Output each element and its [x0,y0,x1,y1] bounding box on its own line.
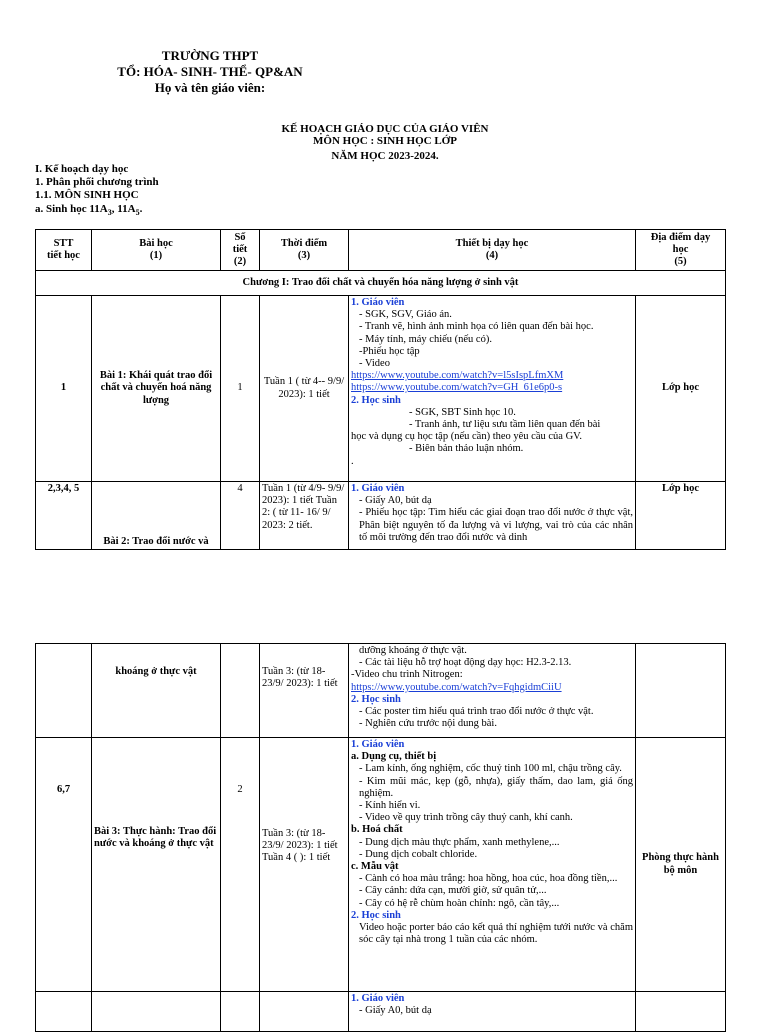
row-place: Lớp học [636,296,726,482]
row-stt [36,992,92,1032]
row-time: Tuần 1 (từ 4/9- 9/9/ 2023): 1 tiết Tuần 2: ( từ 11- 16/ 9/ 2023: 2 tiết. [260,482,349,550]
header-periods: Số tiết (2) [221,230,260,271]
header-equipment: Thiết bị dạy học (4) [349,230,636,271]
header-lesson: Bài học (1) [92,230,221,271]
table-row [36,992,726,1032]
row-place: Lớp học [636,482,726,550]
row-periods [221,644,260,738]
plan-table [35,229,726,550]
row-equipment: 1. Giáo viên - Giấy A0, bút dạ - Phiếu học tập: Tìm hiểu các giai đoạn trao đổi nước ở thực vật, Phân biệt nguyên tố đa lượng và vi lượng, vai trò của các nhân tố môi trường đến trao đổi nước và dinh [349,482,636,550]
section-classes: a. Sinh học $11A_3$, $11A_5$. [35,203,143,218]
row-stt: 6,7 [36,738,92,992]
table-row [36,644,726,738]
section-distribution: 1. Phân phối chương trình [35,176,159,188]
row-stt: 1 [36,296,92,482]
video-link[interactable]: https://www.youtube.com/watch?v=l5sIspLfmXM [351,370,564,382]
row-time: Tuần 1 ( từ 4-- 9/9/ 2023): 1 tiết [260,296,349,482]
row-equipment: 1. Giáo viên a. Dụng cụ, thiết bị - Lam kính, ống nghiệm, cốc thuỷ tinh 100 ml, chậu trồng cây. - Kim mũi mác, kẹp (gỗ, nhựa), giấy thấm, dao lam, giá ống nghiệm. - Kính hiển vi. - Video về quy trình trồng cây thuỷ canh, khí canh. b. Hoá chất - Dung dịch màu thực phẩm, xanh methylene,... - Dung dịch cobalt chloride. c. Mẫu vật - Cành có hoa màu trắng: hoa hồng, hoa cúc, hoa đồng tiền,... - Cây cảnh: dứa cạn, mười giờ, sử quân tử,... - Cây có hệ rễ chùm hoàn chỉnh: ngô, cần tây,... 2. Học sinh Video hoặc porter báo cáo kết quả thí nghiệm tưới nước và chăm sóc cây tại nhà trong 1 tuần của các nhóm. [349,738,636,992]
header-place: Địa điểm dạy học (5) [636,230,726,271]
chapter-title: Chương I: Trao đổi chất và chuyển hóa năng lượng ở sinh vật [36,271,726,296]
row-place: Phòng thực hành bộ môn [636,738,726,992]
video-link[interactable]: https://www.youtube.com/watch?v=FqhgidmCiiU [351,681,562,693]
row-lesson: Bài 3: Thực hành: Trao đổi nước và khoáng ở thực vật [92,738,221,992]
table-row [36,738,726,992]
row-stt: 2,3,4, 5 [36,482,92,550]
gv-title: 1. Giáo viên [351,297,405,308]
header-stt: STT tiết học [36,230,92,271]
gv-title: 1. Giáo viên [351,483,405,494]
row-periods: 2 [221,738,260,992]
row-equipment: 1. Giáo viên - SGK, SGV, Giáo án. - Tranh vẽ, hình ảnh minh họa có liên quan đến bài học. - Máy tính, máy chiếu (nếu có). -Phiếu học tập - Video https://www.youtube.com/watch?v=l5sIspLfmXM https://www.youtube.com/watch?v=GH_61e6p0-s 2. Học sinh - SGK, SBT Sinh học 10. - Tranh ảnh, tư liệu sưu tầm liên quan đến bài học và dụng cụ học tập (nếu cần) theo yêu cầu của GV. - Biên bản thảo luận nhóm. . [349,296,636,482]
row-lesson: Bài 1: Khái quát trao đổi chất và chuyển hoá năng lượng [92,296,221,482]
row-equipment: dưỡng khoáng ở thực vật. - Các tài liệu hỗ trợ hoạt động dạy học: H2.3-2.13. -Video chu trình Nitrogen: https://www.youtube.com/watch?v=FqhgidmCiiU 2. Học sinh - Các poster tìm hiểu quá trình trao đổi nước ở thực vật. - Nghiên cứu trước nội dung bài. [349,644,636,738]
hs-title: 2. Học sinh [351,693,401,705]
doc-subject: MÔN HỌC : SINH HỌC LỚP [313,135,457,147]
row-periods [221,992,260,1032]
row-place [636,644,726,738]
section-plan: I. Kế hoạch dạy học [35,163,129,175]
school-name: TRƯỜNG THPT [161,48,259,63]
table-row [36,296,726,482]
header-time: Thời điểm (3) [260,230,349,271]
row-lesson: Bài 2: Trao đổi nước và [92,482,221,550]
row-lesson [92,992,221,1032]
row-stt [36,644,92,738]
doc-title: KẾ HOẠCH GIÁO DỤC CỦA GIÁO VIÊN [281,123,489,135]
row-periods: 1 [221,296,260,482]
row-lesson: khoáng ở thực vật [92,644,221,738]
doc-year: NĂM HỌC 2023-2024. [331,150,439,162]
row-time: Tuần 3: (từ 18- 23/9/ 2023): 1 tiết [260,644,349,738]
hs-title: 2. Học sinh [351,394,401,406]
row-time: Tuần 3: (từ 18- 23/9/ 2023): 1 tiết Tuần 4 ( ): 1 tiết [260,738,349,992]
table-header-row [36,230,726,271]
chapter-row [36,271,726,296]
row-place [636,992,726,1032]
table-row [36,482,726,550]
row-equipment: 1. Giáo viên - Giấy A0, bút dạ [349,992,636,1032]
hs-title: 2. Học sinh [351,909,401,921]
teacher-label: Họ và tên giáo viên: [154,80,266,95]
row-time [260,992,349,1032]
group-name: TỔ: HÓA- SINH- THỂ- QP&AN [117,64,303,79]
gv-title: 1. Giáo viên [351,739,405,750]
row-periods: 4 [221,482,260,550]
video-link[interactable]: https://www.youtube.com/watch?v=GH_61e6p0-s [351,382,563,394]
gv-title: 1. Giáo viên [351,993,405,1004]
plan-table-continued [35,643,726,1032]
section-subject: 1.1. MÔN SINH HỌC [35,189,139,201]
